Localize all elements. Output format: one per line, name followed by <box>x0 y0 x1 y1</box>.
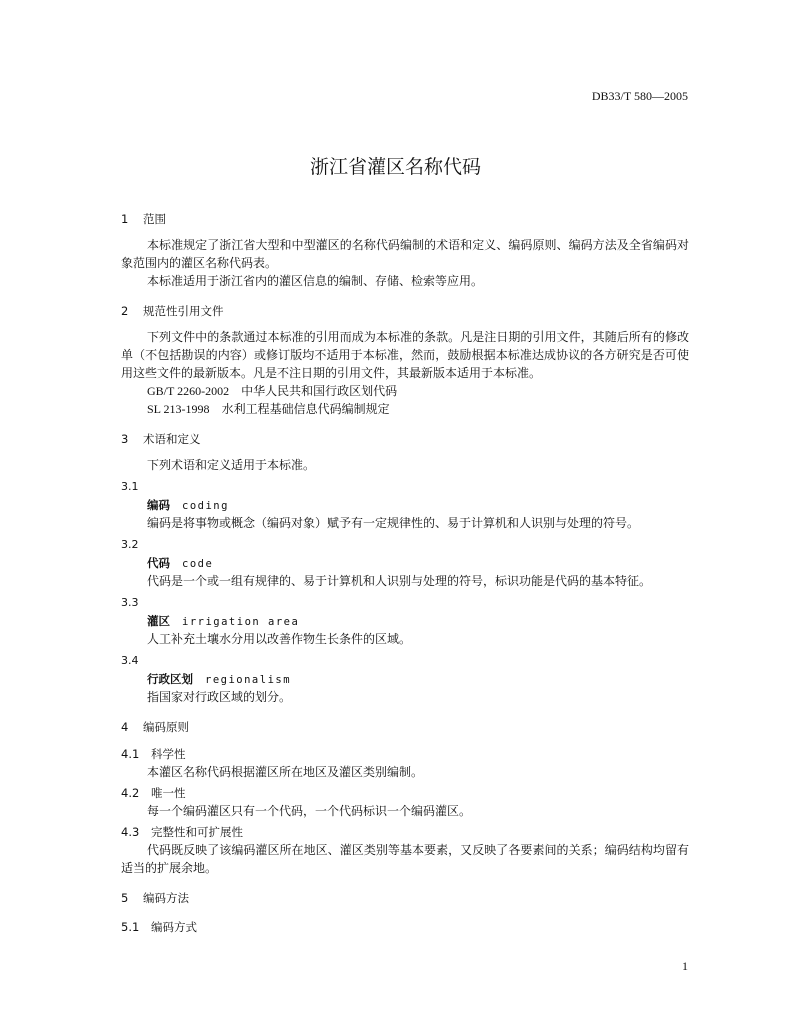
reference-item: GB/T 2260-2002 中华人民共和国行政区划代码 <box>147 384 398 398</box>
paragraph: 每一个编码灌区只有一个代码，一个代码标识一个编码灌区。 <box>147 804 472 818</box>
term-definition: 编码是将事物或概念（编码对象）赋予有一定规律性的、易于计算机和人识别与处理的符号。 <box>147 516 640 530</box>
subsection-heading: 5.1 编码方式 <box>121 920 197 934</box>
document-title: 浙江省灌区名称代码 <box>309 156 481 178</box>
clause-number: 3.3 <box>121 596 139 609</box>
clause-number: 3.2 <box>121 538 139 551</box>
term-definition: 人工补充土壤水分用以改善作物生长条件的区域。 <box>147 632 412 646</box>
paragraph: 本标准适用于浙江省内的灌区信息的编制、存储、检索等应用。 <box>147 274 484 288</box>
subsection-heading: 4.1 科学性 <box>121 747 186 761</box>
paragraph: 本灌区名称代码根据灌区所在地区及灌区类别编制。 <box>147 765 424 779</box>
section-heading-3: 3 术语和定义 <box>121 432 201 446</box>
term-definition: 代码是一个或一组有规律的、易于计算机和人识别与处理的符号，标识功能是代码的基本特征。 <box>147 574 652 588</box>
reference-item: SL 213-1998 水利工程基础信息代码编制规定 <box>147 402 390 416</box>
section-heading-2: 2 规范性引用文件 <box>121 304 224 318</box>
page-number: 1 <box>682 959 688 973</box>
term-entry: 代码 code <box>147 556 214 570</box>
paragraph: 本标准规定了浙江省大型和中型灌区的名称代码编制的术语和定义、编码原则、编码方法及全省编码对象范围内的灌区名称代码表。 <box>121 238 689 270</box>
standard-code: DB33/T 580—2005 <box>591 89 688 103</box>
clause-number: 3.4 <box>121 654 139 667</box>
section-heading-4: 4 编码原则 <box>121 720 189 734</box>
paragraph: 下列文件中的条款通过本标准的引用而成为本标准的条款。凡是注日期的引用文件，其随后所有的修改单（不包括勘误的内容）或修订版均不适用于本标准，然而，鼓励根据本标准达成协议的各方研究是否可使用这些文件的最新版本。凡是不注日期的引用文件，其最新版本适用于本标准。 <box>121 330 689 380</box>
term-entry: 编码 coding <box>147 498 229 512</box>
subsection-heading: 4.2 唯一性 <box>121 786 186 800</box>
section-heading-1: 1 范围 <box>121 212 166 226</box>
clause-number: 3.1 <box>121 480 139 493</box>
term-entry: 行政区划 regionalism <box>147 672 292 686</box>
term-definition: 指国家对行政区域的划分。 <box>147 690 292 704</box>
subsection-heading: 4.3 完整性和可扩展性 <box>121 825 243 839</box>
term-entry: 灌区 irrigation area <box>147 614 300 628</box>
paragraph: 代码既反映了该编码灌区所在地区、灌区类别等基本要素，又反映了各要素间的关系；编码结构均留有适当的扩展余地。 <box>121 843 689 875</box>
document-body <box>121 211 689 936</box>
section-heading-5: 5 编码方法 <box>121 891 189 905</box>
paragraph: 下列术语和定义适用于本标准。 <box>147 458 316 472</box>
